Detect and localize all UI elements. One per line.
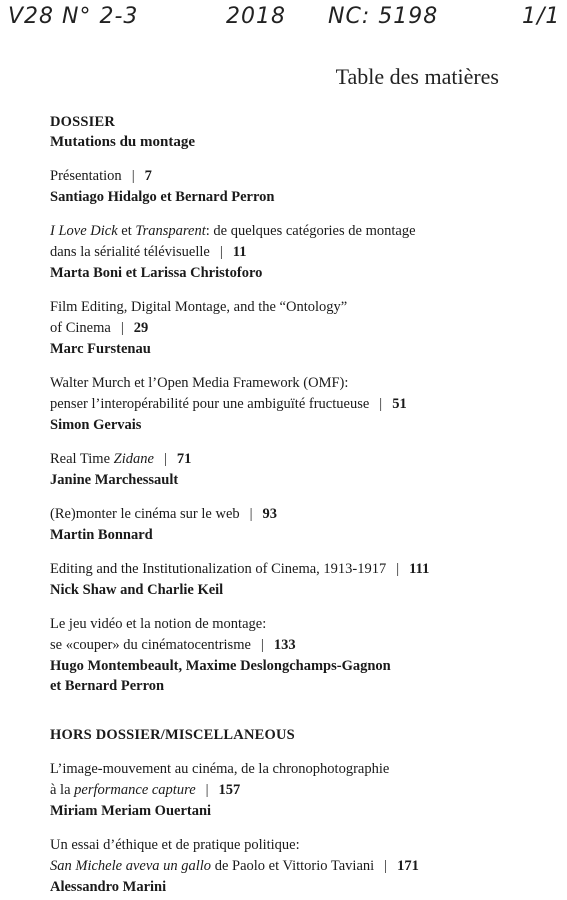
entry-authors: Marc Furstenau [50, 341, 151, 357]
table-of-contents [50, 113, 520, 897]
handwritten-catalog-note: NC: 5198 [328, 4, 439, 29]
title-segment: se «couper» du cinématocentrisme [50, 637, 251, 653]
toc-entry[interactable] [50, 373, 520, 435]
toc-entry[interactable] [50, 759, 520, 821]
title-segment: Le jeu vidéo et la notion de montage: [50, 616, 267, 632]
italic-title-segment: I Love Dick [50, 223, 118, 239]
toc-entry[interactable] [50, 835, 520, 897]
entry-authors: Simon Gervais [50, 417, 142, 433]
page-separator: | [396, 561, 400, 577]
entry-title-line [50, 780, 520, 801]
page-number: 51 [392, 396, 407, 412]
title-segment: Walter Murch et l’Open Media Framework (OMF): [50, 375, 349, 391]
title-segment: Un essai d’éthique et de pratique politique: [50, 837, 300, 853]
title-segment: of Cinema [50, 320, 111, 336]
entry-title-line [50, 614, 520, 635]
page-number: 7 [144, 168, 152, 184]
entry-authors: Santiago Hidalgo et Bernard Perron [50, 189, 275, 205]
entry-authors: Martin Bonnard [50, 527, 153, 543]
page-number: 11 [232, 244, 247, 260]
page-separator: | [219, 244, 223, 260]
page-number: 171 [397, 858, 419, 874]
entry-authors: Alessandro Marini [50, 879, 167, 895]
entry-title-line [50, 221, 520, 242]
italic-title-segment: performance capture [74, 782, 196, 798]
page-number: 157 [218, 782, 241, 798]
section-label: HORS DOSSIER/MISCELLANEOUS [50, 727, 295, 743]
handwritten-year-note: 2018 [226, 4, 286, 29]
page-separator: | [120, 320, 124, 336]
entry-title-line [50, 856, 520, 877]
page-title: Table des matières [335, 64, 499, 89]
title-segment: Real Time [50, 451, 114, 467]
title-segment: Présentation [50, 168, 122, 184]
page-separator: | [163, 451, 167, 467]
section-label: DOSSIER [50, 114, 116, 130]
title-segment: de Paolo et Vittorio Taviani [211, 858, 375, 874]
page-separator: | [249, 506, 253, 522]
title-segment: L’image-mouvement au cinéma, de la chronophotographie [50, 761, 390, 777]
entry-title-line [50, 759, 520, 780]
page-separator: | [260, 637, 264, 653]
handwritten-page-note: 1/1 [522, 4, 561, 29]
entry-title-line [50, 373, 520, 394]
toc-entry[interactable] [50, 614, 520, 696]
italic-title-segment: Transparent [135, 223, 206, 239]
entry-authors: Hugo Montembeault, Maxime Deslongchamps-Gagnon [50, 658, 391, 674]
entry-authors: Marta Boni et Larissa Christoforo [50, 265, 263, 281]
page-number: 133 [273, 637, 296, 653]
handwritten-volume-note: V28 N° 2-3 [8, 4, 139, 29]
italic-title-segment: Zidane [113, 451, 154, 467]
entry-title-line [50, 635, 520, 656]
title-segment: et [117, 223, 136, 239]
entry-title-line [50, 504, 520, 525]
entry-title-line [50, 242, 520, 263]
entry-title-line [50, 559, 520, 580]
entry-authors: Miriam Meriam Ouertani [50, 803, 212, 819]
entry-title-line [50, 835, 520, 856]
title-segment: dans la sérialité télévisuelle [50, 244, 210, 260]
section-hors-dossier [50, 726, 520, 897]
toc-entry[interactable] [50, 559, 520, 600]
page-number: 93 [262, 506, 278, 522]
page-number: 71 [176, 451, 192, 467]
section-subtitle: Mutations du montage [50, 134, 196, 150]
entry-authors: Nick Shaw and Charlie Keil [50, 582, 224, 598]
entry-authors: Janine Marchessault [50, 472, 179, 488]
title-segment: Editing and the Institutionalization of Cinema, 1913-1917 [50, 561, 387, 577]
toc-entry[interactable] [50, 449, 520, 490]
page-number: 111 [409, 561, 430, 577]
page-number: 29 [133, 320, 149, 336]
page-separator: | [384, 858, 388, 874]
toc-entry[interactable] [50, 221, 520, 283]
entry-title-line [50, 166, 520, 187]
entry-authors: et Bernard Perron [50, 678, 165, 694]
title-segment: Film Editing, Digital Montage, and the “Ontology” [50, 299, 348, 315]
page-separator: | [205, 782, 209, 798]
entry-title-line [50, 318, 520, 339]
page-separator: | [131, 168, 135, 184]
entry-title-line [50, 297, 520, 318]
italic-title-segment: San Michele aveva un gallo [50, 858, 212, 874]
section-dossier [50, 113, 520, 696]
title-segment: à la [50, 782, 75, 798]
entry-title-line [50, 449, 520, 470]
page-separator: | [379, 396, 383, 412]
entry-title-line [50, 394, 520, 415]
title-segment: : de quelques catégories de montage [205, 223, 416, 239]
toc-entry[interactable] [50, 297, 520, 359]
title-segment: (Re)monter le cinéma sur le web [50, 506, 240, 522]
toc-entry[interactable] [50, 166, 520, 207]
toc-entry[interactable] [50, 504, 520, 545]
handwritten-annotation [0, 2, 567, 36]
title-segment: penser l’interopérabilité pour une ambiguïté fructueuse [50, 396, 370, 412]
